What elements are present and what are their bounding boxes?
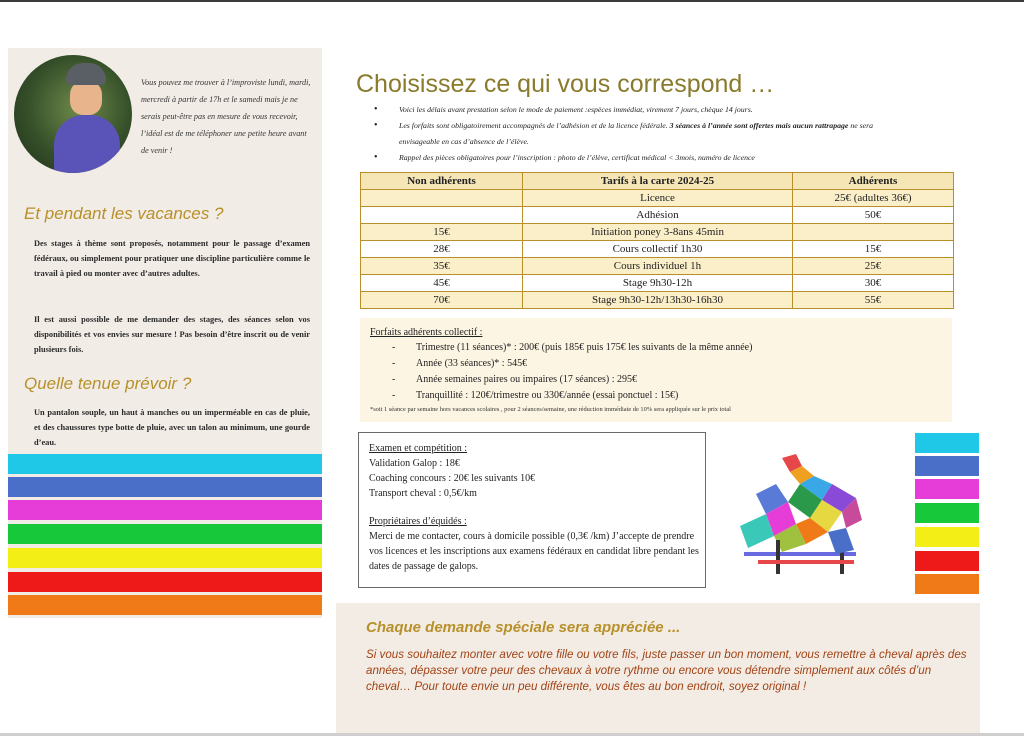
proprietaires-title: Propriétaires d’équidés : (369, 516, 467, 527)
header-non-adherents: Non adhérents (361, 173, 523, 190)
forfaits-list (392, 340, 752, 404)
vacances-paragraph-1: Des stages à thème sont proposés, notamment pour le passage d’examen fédéraux, ou simplement pour pratiquer une discipline particulière comme le travail à pied ou monter avec d’autres adultes. (34, 239, 310, 278)
stripe-green (8, 524, 322, 544)
list-item: - Trimestre (11 séances)* : 200€ (puis 185€ puis 175€ les suivants de la même année) (392, 340, 752, 356)
table-row: Licence 25€ (adultes 36€) (361, 190, 954, 207)
header-adherents: Adhérents (793, 173, 954, 190)
forfaits-box (360, 318, 952, 422)
stripe-cyan (8, 454, 322, 474)
special-title: Chaque demande spéciale sera appréciée ... (366, 619, 681, 636)
horse-jumper-illustration (736, 454, 868, 578)
tenue-paragraph: Un pantalon souple, un haut à manches ou un imperméable en cas de pluie, et des chaussures type botte de pluie, avec un talon au minimum, une gourde d’eau. (34, 408, 310, 447)
list-item: - Tranquillité : 120€/trimestre ou 330€/année (essai ponctuel : 15€) (392, 388, 752, 404)
table-row: 28€ Cours collectif 1h30 15€ (361, 241, 954, 258)
forfaits-title: Forfaits adhérents collectif : (370, 327, 483, 338)
avatar (14, 55, 132, 173)
special-request-box (336, 603, 980, 733)
stripe-orange (8, 595, 322, 615)
list-item: - Année semaines paires ou impaires (17 séances) : 295€ (392, 372, 752, 388)
table-row: 45€ Stage 9h30-12h 30€ (361, 275, 954, 292)
examen-title: Examen et compétition : (369, 443, 468, 454)
special-text: Si vous souhaitez monter avec votre fille ou votre fils, juste passer un bon moment, vous remettre à cheval après des années, dépasser votre peur des chevaux à votre rythme ou encore vous détendre simplement aux côtés d’un cheval… Pour toute envie un peu différente, vous êtes au bon endroit, soyez original ! (366, 648, 967, 693)
stripe-blue (8, 477, 322, 497)
table-row: 70€ Stage 9h30-12h/13h30-16h30 55€ (361, 292, 954, 309)
top-border (0, 0, 1024, 2)
table-header-row (361, 173, 954, 190)
stripe-blue (915, 456, 979, 476)
stripe-orange (915, 574, 979, 594)
table-row: 35€ Cours individuel 1h 25€ (361, 258, 954, 275)
list-item: - Année (33 séances)* : 545€ (392, 356, 752, 372)
stripe-cyan (915, 433, 979, 453)
examen-line: Validation Galop : 18€ (369, 458, 460, 469)
tenue-heading: Quelle tenue prévoir ? (24, 374, 192, 393)
vacances-heading: Et pendant les vacances ? (24, 204, 224, 223)
bullet-delays: • Voici les délais avant prestation selon le mode de paiement :espèces immédiat, virement 7 jours, chèque 14 jours. (372, 102, 892, 118)
proprietaires-text: Merci de me contacter, cours à domicile possible (0,3€ /km) J’accepte de prendre vos licences et les inscriptions aux examens fédéraux en candidat libre pendant les dates de passage de galops. (369, 531, 699, 572)
stripe-yellow (8, 548, 322, 568)
bullet-forfaits: • Les forfaits sont obligatoirement accompagnés de l’adhésion et de la licence fédérale. 3 séances à l’année sont offertes mais aucun rattrapage ne sera envisageable en cas d’absence de l’élève. (372, 118, 892, 150)
table-row: 15€ Initiation poney 3-8ans 45min (361, 224, 954, 241)
bottom-border (0, 733, 1024, 736)
examen-box (358, 432, 706, 588)
examen-line: Coaching concours : 20€ les suivants 10€ (369, 473, 536, 484)
stripe-red (915, 551, 979, 571)
stripe-green (915, 503, 979, 523)
forfaits-note: *soit 1 séance par semaine hors vacances scolaires , pour 2 séances/semaine, une réduction immédiate de 10% sera appliquée sur le prix total (370, 406, 731, 413)
stripe-yellow (915, 527, 979, 547)
header-tarifs: Tarifs à la carte 2024-25 (523, 173, 793, 190)
info-bullets (372, 102, 892, 166)
examen-line: Transport cheval : 0,5€/km (369, 488, 477, 499)
stripe-red (8, 572, 322, 592)
stripe-magenta (8, 500, 322, 520)
main-title: Choisissez ce qui vous correspond … (356, 70, 775, 98)
table-row: Adhésion 50€ (361, 207, 954, 224)
vacances-paragraph-2: Il est aussi possible de me demander des stages, des séances selon vos disponibilités et vos envies sur mesure ! Pas besoin d’être inscrit ou de venir plusieurs fois. (34, 315, 310, 354)
intro-text: Vous pouvez me trouver à l’improviste lundi, mardi, mercredi à partir de 17h et le samedi mais je ne serais peut-être pas en mesure de vous recevoir, l’idéal est de me téléphoner une petite heure avant de venir ! (141, 78, 311, 155)
tarifs-table (360, 172, 954, 309)
stripe-magenta (915, 479, 979, 499)
bullet-documents: • Rappel des pièces obligatoires pour l’inscription : photo de l’élève, certificat médical < 3mois, numéro de licence (372, 150, 892, 166)
